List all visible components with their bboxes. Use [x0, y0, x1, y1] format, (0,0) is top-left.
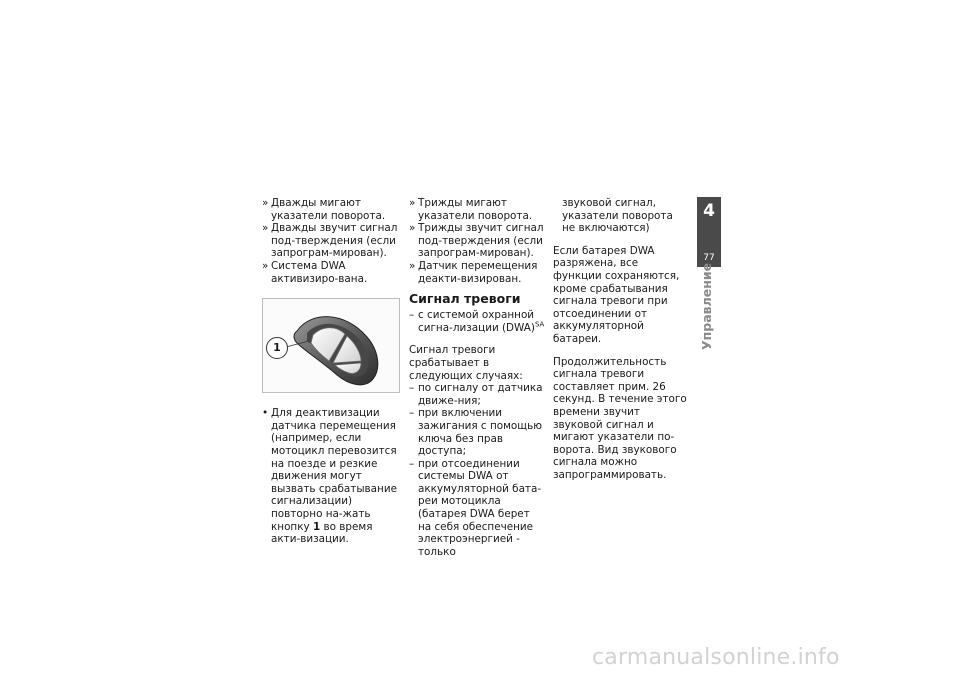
chapter-tab: [697, 197, 721, 267]
list-item: » Дважды звучит сигнал под-тверждения (если запрограм-мирован).: [262, 222, 398, 260]
bullet-item: • Для деактивизации датчика перемещения (например, если мотоцикл перевозится на поезде и резкие движения могут вызвать срабатывание сигнализации) повторно на-жать кнопку 1 во время акти-визации.: [262, 407, 397, 546]
paragraph: Продолжительность сигнала тревоги составляет прим. 26 секунд. В течение этого времени звучит звуковой сигнал и мигают указатели по-ворота. Вид звукового сигнала можно запрограммировать.: [553, 355, 687, 481]
dash-item: – по сигналу от датчика движе-ния;: [409, 382, 543, 407]
dash-marker: –: [409, 382, 415, 395]
dash-item: – при отсоединении системы DWA от аккумуляторной бата-реи мотоцикла (батарея DWA берет на себя обеспечение электроэнергией - только: [409, 457, 542, 558]
arrow-marker: »: [409, 222, 416, 235]
dash-marker: –: [409, 407, 415, 420]
list-item: » Трижды мигают указатели поворота.: [409, 197, 533, 222]
callout-1: 1: [266, 337, 288, 359]
sa-superscript: SA: [534, 320, 545, 329]
column-3: [553, 197, 689, 481]
list-item: » Дважды мигают указатели поворота.: [262, 197, 386, 222]
paragraph: Если батарея DWA разряжена, все функции сохраняются, кроме срабатывания сигнала тревоги при отсоединении от аккумуляторной батареи.: [553, 244, 680, 345]
list-item: » Датчик перемещения деакти-визирован.: [409, 259, 538, 285]
dash-marker: –: [409, 309, 415, 322]
column-1: [262, 197, 398, 546]
section-title: Сигнал тревоги: [409, 291, 521, 307]
list-item: » Трижды звучит сигнал под-тверждения (если запрограм-мирован).: [409, 222, 544, 260]
paragraph: Сигнал тревоги срабатывает в следующих случаях:: [409, 344, 523, 382]
dash-item: – при включении зажигания с помощью ключа без прав доступа;: [409, 407, 542, 458]
arrow-marker: »: [262, 222, 269, 235]
key-reference: 1: [312, 520, 321, 533]
dash-marker: –: [409, 457, 415, 470]
column-2: [409, 197, 545, 558]
page-number: 77: [703, 253, 715, 263]
bullet-marker: •: [262, 407, 269, 420]
list-item: » Система DWA активизиро-вана.: [262, 259, 368, 285]
key-fob-figure: [262, 298, 400, 393]
chapter-number: 4: [703, 201, 715, 221]
arrow-marker: »: [262, 259, 269, 272]
arrow-marker: »: [409, 259, 416, 272]
chapter-label: Управление: [699, 262, 714, 350]
arrow-marker: »: [409, 197, 416, 209]
dash-item: – с системой охранной сигна-лизации (DWA)$^{SA}$: [409, 309, 545, 334]
watermark: carmanualsonline.info: [592, 645, 840, 670]
arrow-marker: »: [262, 197, 269, 209]
continued-text: звуковой сигнал, указатели поворота не включаются): [562, 197, 673, 235]
